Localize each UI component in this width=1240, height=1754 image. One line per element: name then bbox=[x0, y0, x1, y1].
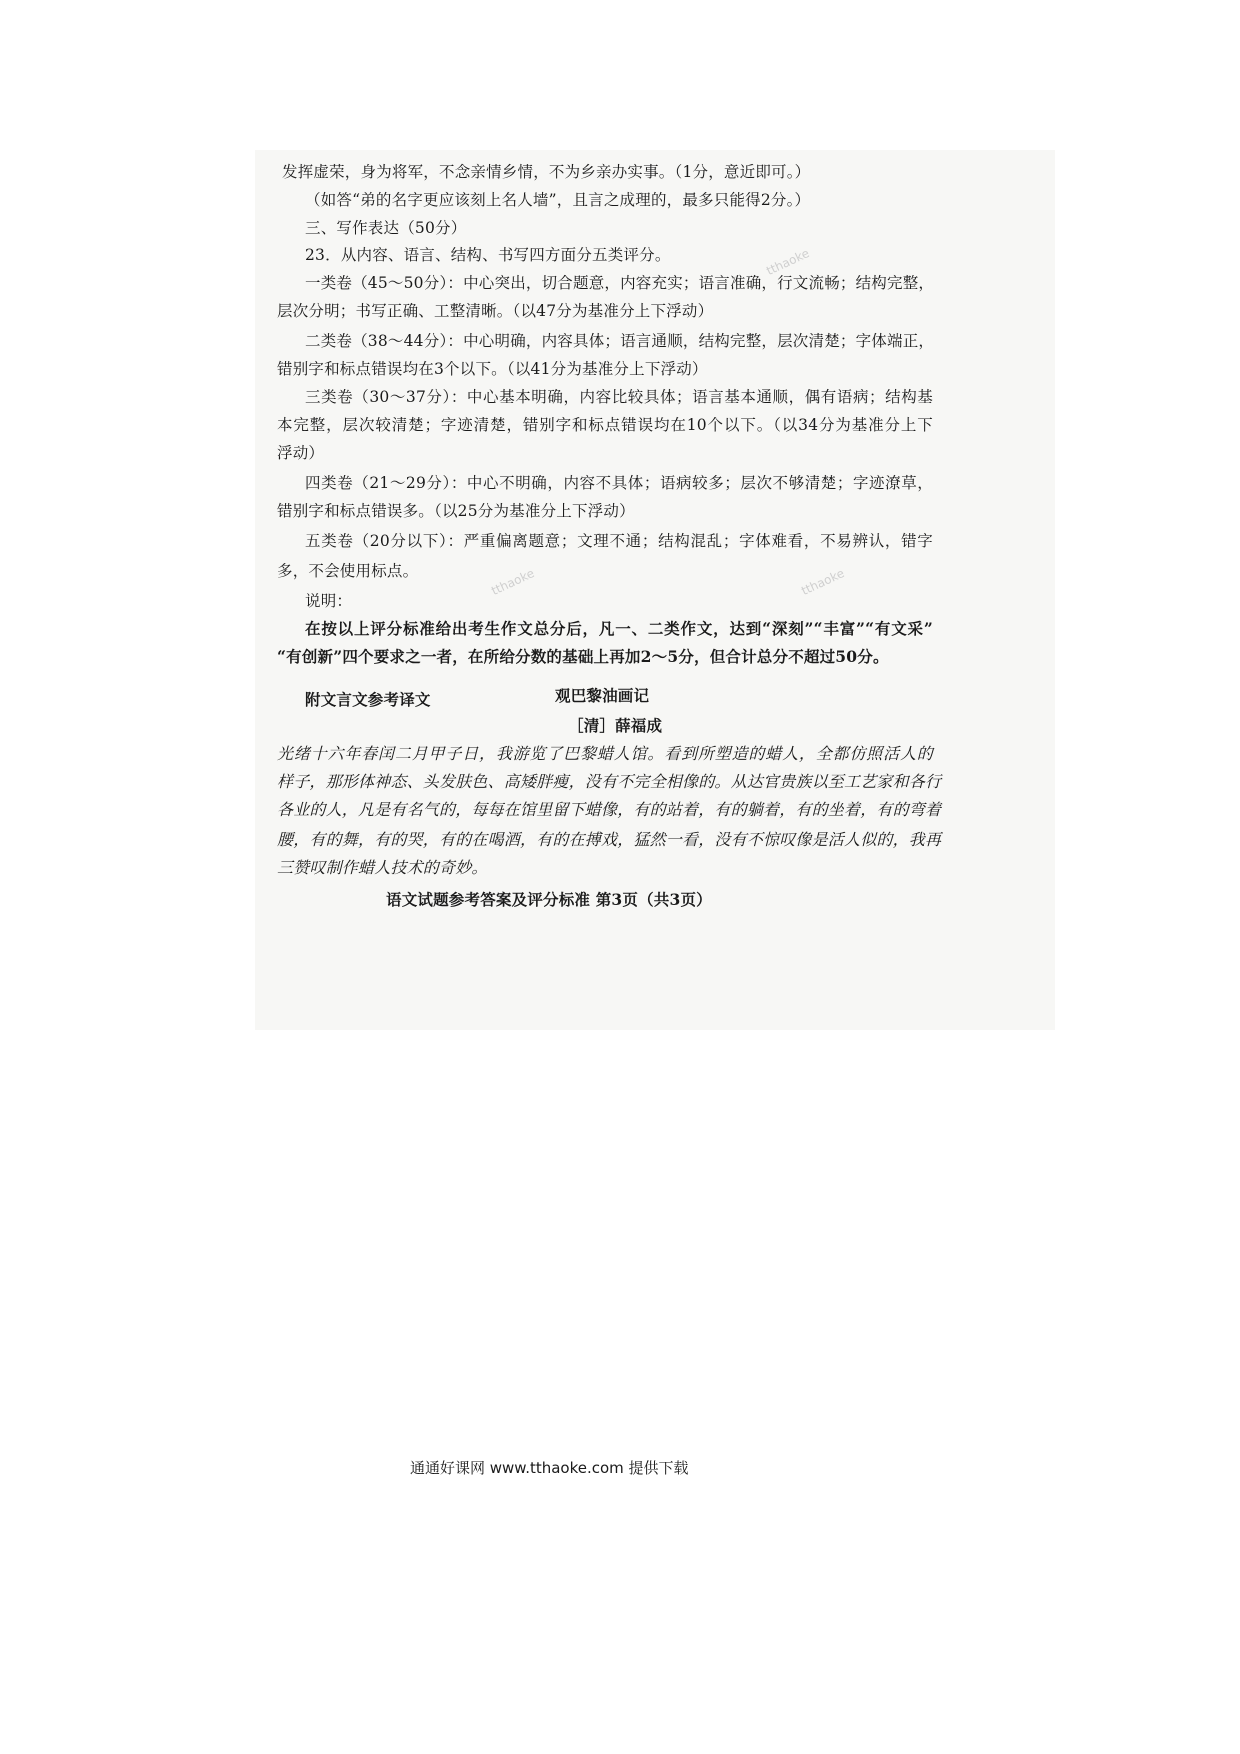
appendix-label: 附文言文参考译文 bbox=[305, 690, 431, 709]
grade-1-cont: 层次分明；书写正确、工整清晰。（以47分为基准分上下浮动） bbox=[277, 302, 714, 320]
grade-5-cont: 多，不会使用标点。 bbox=[277, 562, 419, 580]
translation-line: 样子，那形体神态、头发肤色、高矮胖瘦，没有不完全相像的。从达官贵族以至工艺家和各行 bbox=[277, 772, 942, 791]
note-text: 在按以上评分标准给出考生作文总分后，凡一、二类作文，达到“深刻”“丰富”“有文采” bbox=[305, 619, 933, 638]
translation-line: 光绪十六年春闰二月甲子日，我游览了巴黎蜡人馆。看到所塑造的蜡人，全都仿照活人的 bbox=[277, 744, 933, 763]
grade-4-cont: 错别字和标点错误多。（以25分为基准分上下浮动） bbox=[277, 502, 635, 520]
watermark: tthaoke bbox=[799, 566, 847, 598]
grade-2: 二类卷（38～44分）：中心明确，内容具体；语言通顺，结构完整，层次清楚；字体端正， bbox=[305, 332, 935, 350]
grade-3: 三类卷（30～37分）：中心基本明确，内容比较具体；语言基本通顺，偶有语病；结构基 bbox=[305, 388, 933, 406]
question-23: 23．从内容、语言、结构、书写四方面分五类评分。 bbox=[305, 246, 671, 264]
note-label: 说明： bbox=[305, 592, 353, 610]
grade-3-end: 浮动） bbox=[277, 444, 325, 462]
appendix-author: ［清］薛福成 bbox=[568, 716, 663, 735]
grade-5: 五类卷（20分以下）：严重偏离题意；文理不通；结构混乱；字体难看，不易辨认，错字 bbox=[305, 532, 933, 550]
watermark: tthaoke bbox=[489, 566, 537, 598]
page-footer: 语文试题参考答案及评分标准 第3页（共3页） bbox=[386, 890, 712, 909]
appendix-title: 观巴黎油画记 bbox=[555, 686, 650, 705]
grade-3-cont: 本完整，层次较清楚；字迹清楚，错别字和标点错误均在10个以下。（以34分为基准分上下 bbox=[277, 416, 933, 434]
grade-2-cont: 错别字和标点错误均在3个以下。（以41分为基准分上下浮动） bbox=[277, 360, 708, 378]
answer-line: 发挥虚荣，身为将军，不念亲情乡情，不为乡亲办实事。（1分，意近即可。） bbox=[282, 163, 811, 181]
download-credit: 通通好课网 www.tthaoke.com 提供下载 bbox=[410, 1459, 689, 1477]
answer-note: （如答“弟的名字更应该刻上名人墙”，且言之成理的，最多只能得2分。） bbox=[305, 191, 811, 209]
note-text-cont: “有创新”四个要求之一者，在所给分数的基础上再加2～5分，但合计总分不超过50分。 bbox=[277, 647, 889, 666]
grade-1: 一类卷（45～50分）：中心突出，切合题意，内容充实；语言准确，行文流畅；结构完整， bbox=[305, 274, 935, 292]
translation-line: 腰，有的舞，有的哭，有的在喝酒，有的在搏戏，猛然一看，没有不惊叹像是活人似的，我再 bbox=[277, 830, 942, 849]
grade-4: 四类卷（21～29分）：中心不明确，内容不具体；语病较多；层次不够清楚；字迹潦草， bbox=[305, 474, 933, 492]
section-heading: 三、写作表达（50分） bbox=[305, 219, 467, 237]
watermark: tthaoke bbox=[764, 246, 812, 278]
translation-line: 各业的人，凡是有名气的，每每在馆里留下蜡像，有的站着，有的躺着，有的坐着，有的弯着 bbox=[277, 800, 942, 819]
translation-line: 三赞叹制作蜡人技术的奇妙。 bbox=[277, 858, 488, 877]
